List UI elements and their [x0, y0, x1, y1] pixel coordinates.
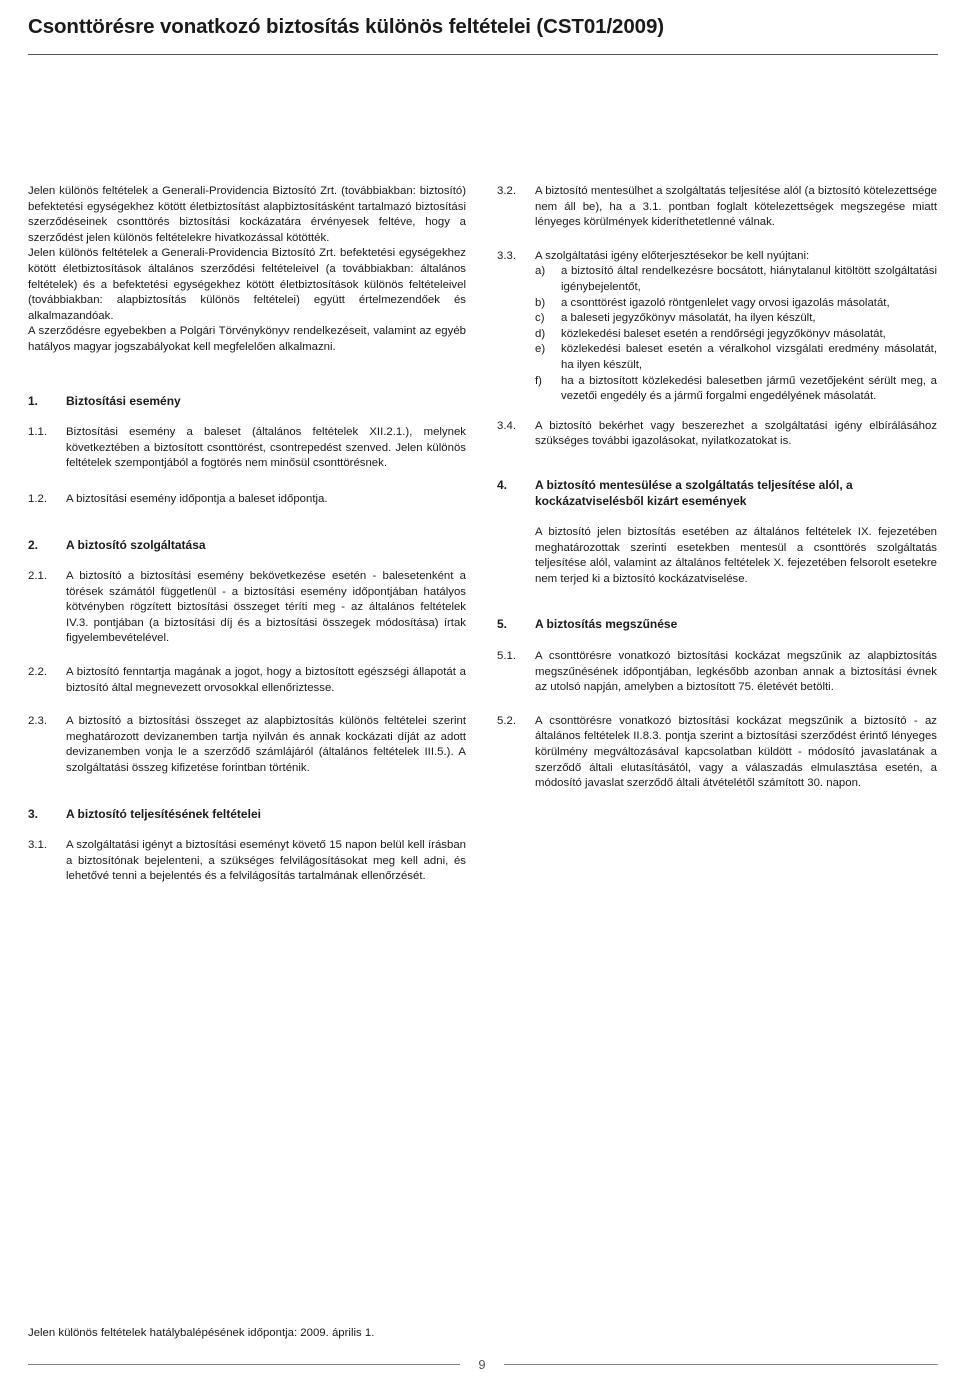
page-title: Csonttörésre vonatkozó biztosítás különös feltételei (CST01/2009)	[28, 15, 664, 38]
clause-2-1: 2.1. A biztosító a biztosítási esemény bekövetkezése esetén - balesetenként a törések számától függetlenül - a biztosítási esemény időpontjában hatályos kötvényben rögzített biztosítási összeget téríti meg - az általános feltételek IV.3. pontjában (a biztosítási díj és a biztosítási összegek módosítása) írtak figyelembevételével.	[28, 570, 466, 645]
clause-2-3: 2.3. A biztosító a biztosítási összeget az alapbiztosítás különös feltételei szerint meghatározott devizanemben tartja nyilván és annak kockázati díját az adott devizanemben vonja le a szerződő számlájáról (általános feltételek III.5.). A szolgáltatási összeg kifizetése forintban történik.	[28, 715, 466, 775]
clause-5-1: 5.1. A csonttörésre vonatkozó biztosítási kockázat megszűnik az alapbiztosítás megszűnésének időpontjában, legkésőbb azonban annak a biztosítási évnek az utolsó napján, amelyben a biztosított 75. életévét betölti.	[497, 650, 937, 694]
title-divider	[28, 54, 938, 55]
section-heading-2: 2. A biztosító szolgáltatása	[28, 537, 206, 552]
list-item: d) közlekedési baleset esetén a rendőrségi jegyzőkönyv másolatát,	[535, 327, 886, 340]
intro-paragraph: Jelen különös feltételek a Generali-Providencia Biztosító Zrt. befektetési egységekhez kötött életbiztosítások általános szerződési feltételeivel (a továbbiakban: általános feltételek) és a befektetési egységekhez kötött életbiztosítások különös feltételeivel (továbbiakban: alapbiztosítás különös feltételei) együtt értelmezendőek és alkalmazandóak.	[28, 247, 466, 322]
effective-date-note: Jelen különös feltételek hatálybalépésének időpontja: 2009. április 1.	[28, 1327, 375, 1339]
clause-3-1: 3.1. A szolgáltatási igényt a biztosítási eseményt követő 15 napon belül kell írásban a biztosítónak bejelenteni, a szükséges felvilágosításokat meg kell adni, és lehetővé tenni a bejelentés és a felvilágosítás tartalmának ellenőrzését.	[28, 839, 466, 883]
footer-divider-left	[28, 1364, 460, 1365]
right-column	[497, 184, 937, 792]
intro-paragraph: Jelen különös feltételek a Generali-Providencia Biztosító Zrt. (továbbiakban: biztosító) befektetési egységekhez kötött életbiztosítást alapbiztosításként tartalmazó biztosítási szerződéseinek csonttörés biztosítási kockázatára érvényesek feltéve, hogy a szerződést jelen különös feltételekre hivatkozással kötötték.	[28, 185, 466, 244]
list-item: a) a biztosító által rendelkezésre bocsátott, hiánytalanul kitöltött szolgáltatási igénybejelentőt,	[535, 265, 937, 293]
section-heading-5: 5. A biztosítás megszűnése	[497, 617, 678, 632]
footer-divider-right	[504, 1364, 938, 1365]
intro-paragraph: A szerződésre egyebekben a Polgári Törvénykönyv rendelkezéseit, valamint az egyéb hatályos magyar jogszabályokat kell megfelelően alkalmazni.	[28, 325, 466, 353]
section-heading-4: 4. A biztosító mentesülése a szolgáltatás teljesítése alól, a kockázatviselésből kizárt események	[497, 477, 853, 508]
left-column	[28, 184, 466, 885]
clause-2-2: 2.2. A biztosító fenntartja magának a jogot, hogy a biztosított egészségi állapotát a biztosító által megnevezett orvosokkal ellenőriztesse.	[28, 666, 466, 694]
clause-5-2: 5.2. A csonttörésre vonatkozó biztosítási kockázat megszűnik a biztosító - az általános feltételek II.8.3. pontja szerint a biztosítási szerződést érintő lényeges körülmény megváltozásával kapcsolatban küldött - módosító javaslatának a szerződő általi elutasításától, vagy a válaszadás elmulasztása esetén, a módosító javaslat szerződő általi átvételétől számított 30. napon.	[497, 714, 937, 790]
list-item: e) közlekedési baleset esetén a véralkohol vizsgálati eredmény másolatát, ha ilyen készült,	[535, 343, 937, 371]
section-4-body: A biztosító jelen biztosítás esetében az általános feltételek IX. fejezetében meghatározottak szerinti esetekben mentesül a csonttörés szolgáltatás teljesítése alól, valamint az általános feltételek X. fejezetében felsorolt esetekre nem terjed ki a biztosító kockázatviselése.	[535, 526, 937, 585]
clause-1-2: 1.2. A biztosítási esemény időpontja a baleset időpontja.	[28, 492, 328, 505]
list-item: b) a csonttörést igazoló röntgenlelet vagy orvosi igazolás másolatát,	[535, 296, 890, 309]
list-item: f) ha a biztosított közlekedési balesetben jármű vezetőjeként sérült meg, a vezetői engedély és a jármű forgalmi engedélyének másolatát.	[535, 374, 937, 403]
clause-3-3: 3.3. A szolgáltatási igény előterjesztésekor be kell nyújtani: a) a biztosító által rendelkezésre bocsátott, hiánytalanul kitöltött szolgáltatási igénybejelentőt, b) a csonttörést igazoló röntgenlelet vagy orvosi igazolás másolatát, c) a baleseti jegyzőkönyv másolatát, ha ilyen készült, d) közlekedési baleset esetén a rendőrségi jegyzőkönyv másolatát, e) közlekedési baleset esetén a véralkohol vizsgálati eredmény másolatát, ha ilyen készült, f) ha a biztosított közlekedési balesetben jármű vezetőjeként sérült meg, a vezetői engedély és a jármű forgalmi engedélyének másolatát.	[497, 249, 937, 405]
list-item: c) a baleseti jegyzőkönyv másolatát, ha ilyen készült,	[535, 312, 816, 325]
page-number: 9	[478, 1357, 486, 1372]
clause-1-1: 1.1. Biztosítási esemény a baleset (általános feltételek XII.2.1.), melynek következtében a biztosított csonttörést, csontrepedést szenved. Jelen különös feltételek szempontjából a fogtörés nem minősül csonttörésnek.	[28, 426, 466, 470]
clause-3-4: 3.4. A biztosító bekérhet vagy beszerezhet a szolgáltatási igény elbírálásához szükséges további igazolásokat, nyilatkozatokat is.	[497, 419, 937, 448]
section-heading-3: 3. A biztosító teljesítésének feltételei	[28, 806, 261, 821]
clause-3-2: 3.2. A biztosító mentesülhet a szolgáltatás teljesítése alól (a biztosító kötelezettsége nem áll be), ha a 3.1. pontban foglalt kötelezettségek megszegése miatt lényeges körülmények kideríthetetlenné válnak.	[497, 185, 937, 229]
section-heading-1: 1. Biztosítási esemény	[28, 393, 181, 408]
